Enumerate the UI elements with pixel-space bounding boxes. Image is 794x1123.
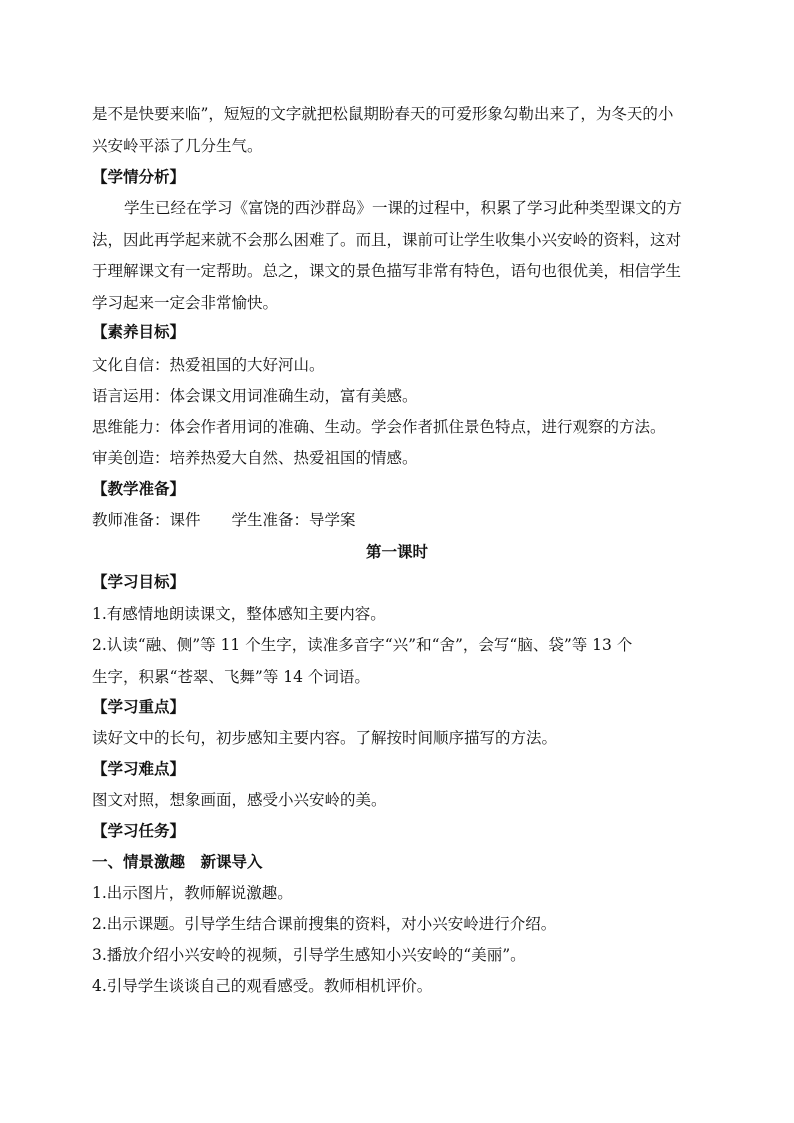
key-points-text: 读好文中的长句，初步感知主要内容。了解按时间顺序描写的方法。 <box>92 729 558 747</box>
task-item-2: 2.出示课题。引导学生结合课前搜集的资料，对小兴安岭进行介绍。 <box>92 915 557 933</box>
literacy-goal-culture: 文化自信：热爱祖国的大好河山。 <box>92 356 325 374</box>
learning-analysis-line-2: 法，因此再学起来就不会那么困难了。而且，课前可让学生收集小兴安岭的资料，这对 <box>92 231 682 249</box>
task-item-1: 1.出示图片，教师解说激趣。 <box>92 884 293 902</box>
learning-analysis-line-3: 于理解课文有一定帮助。总之，课文的景色描写非常有特色，语句也很优美，相信学生 <box>92 262 682 280</box>
study-goal-line-3: 生字，积累“苍翠、飞舞”等 14 个词语。 <box>92 668 370 686</box>
task-section-title: 一、情景激趣 新课导入 <box>92 852 263 871</box>
heading-key-points: 【学习重点】 <box>92 697 186 716</box>
lesson-title: 第一课时 <box>365 542 428 561</box>
task-item-3: 3.播放介绍小兴安岭的视频，引导学生感知小兴安岭的“美丽”。 <box>92 946 526 964</box>
study-goal-line-2: 2.认读“融、侧”等 11 个生字，读准多音字“兴”和“舍”，会写“脑、袋”等 13 个 <box>92 636 633 654</box>
intro-line-1: 是不是快要来临”，短短的文字就把松鼠期盼春天的可爱形象勾勒出来了，为冬天的小 <box>92 105 674 123</box>
heading-learning-analysis: 【学情分析】 <box>92 167 186 186</box>
heading-teaching-prep: 【教学准备】 <box>92 479 186 498</box>
heading-study-goals: 【学习目标】 <box>92 572 186 591</box>
study-goal-line-1: 1.有感情地朗读课文，整体感知主要内容。 <box>92 605 386 623</box>
learning-analysis-line-4: 学习起来一定会非常愉快。 <box>92 294 279 312</box>
intro-line-2: 兴安岭平添了几分生气。 <box>92 137 263 155</box>
literacy-goal-aesthetics: 审美创造：培养热爱大自然、热爱祖国的情感。 <box>92 449 418 467</box>
heading-difficulties: 【学习难点】 <box>92 759 186 778</box>
literacy-goal-thinking: 思维能力：体会作者用词的准确、生动。学会作者抓住景色特点，进行观察的方法。 <box>92 418 666 436</box>
teaching-prep-text: 教师准备：课件 学生准备：导学案 <box>92 511 356 529</box>
heading-literacy-goals: 【素养目标】 <box>92 322 186 341</box>
task-item-4: 4.引导学生谈谈自己的观看感受。教师相机评价。 <box>92 977 433 995</box>
difficulties-text: 图文对照，想象画面，感受小兴安岭的美。 <box>92 791 387 809</box>
literacy-goal-language: 语言运用：体会课文用词准确生动，富有美感。 <box>92 387 418 405</box>
heading-tasks: 【学习任务】 <box>92 821 186 840</box>
learning-analysis-line-1: 学生已经在学习《富饶的西沙群岛》一课的过程中，积累了学习此种类型课文的方 <box>124 199 683 217</box>
